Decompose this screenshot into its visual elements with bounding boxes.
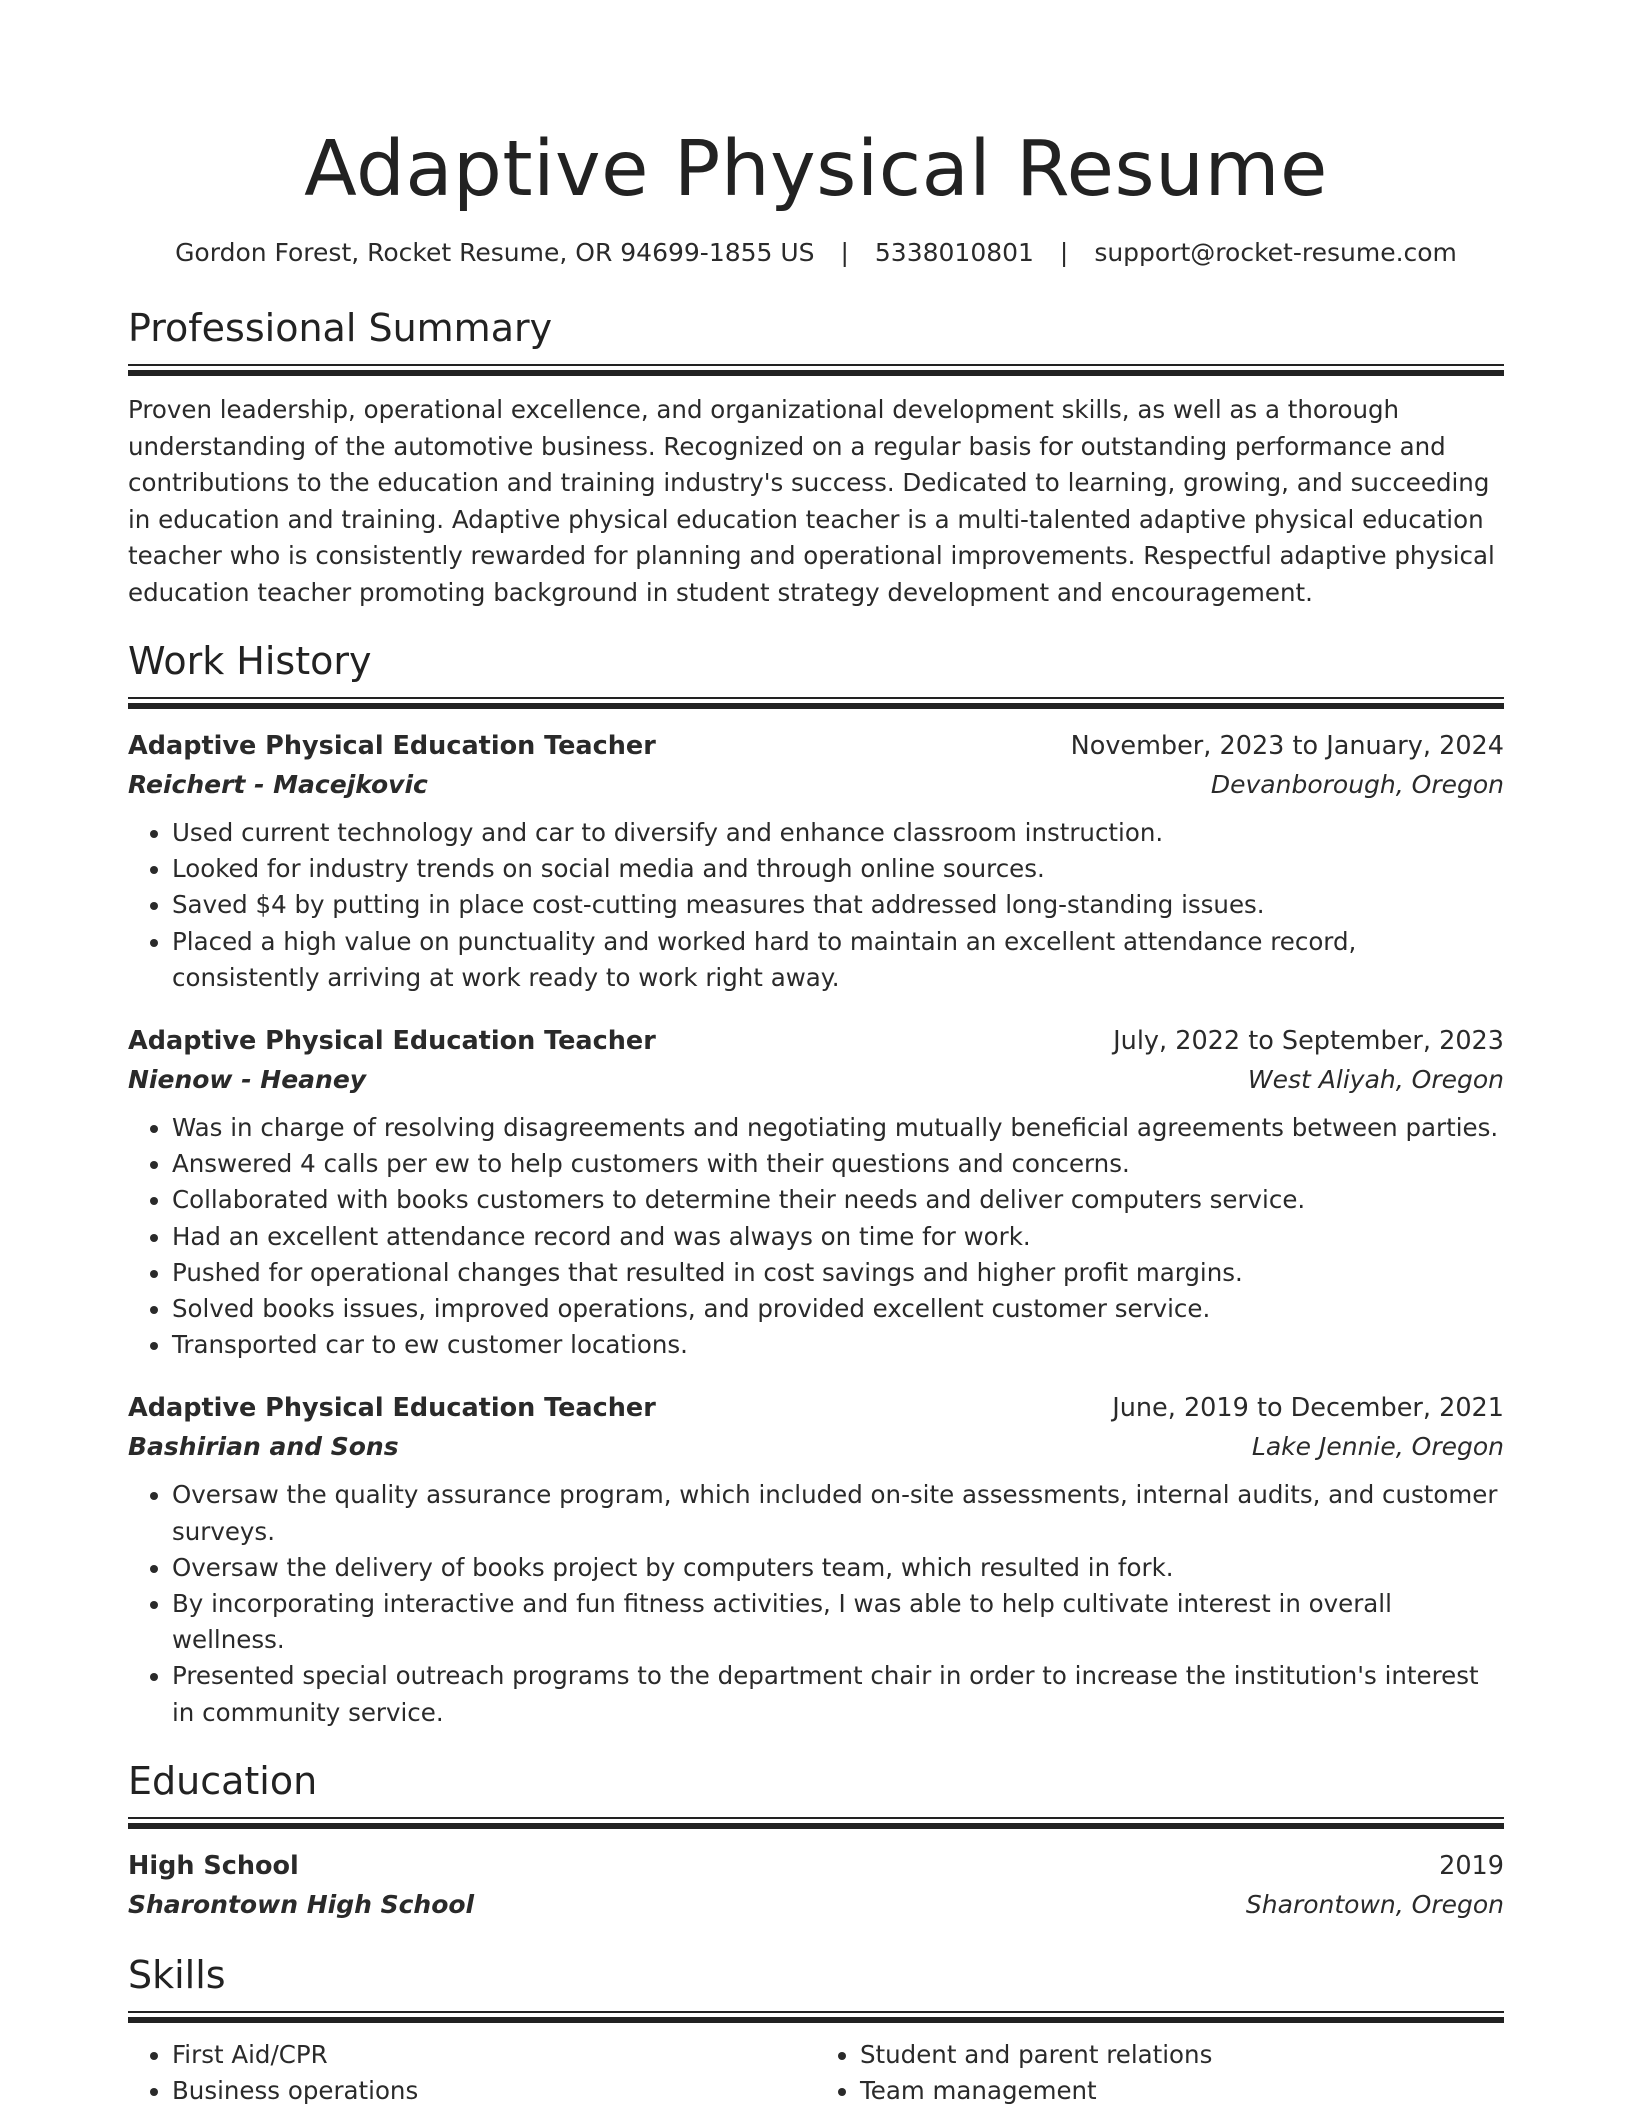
job-company: Reichert - Macejkovic — [128, 770, 428, 799]
job-bullet: • Looked for industry trends on social media and through online sources. — [172, 851, 1504, 887]
section-divider — [128, 364, 1504, 376]
summary-section — [128, 304, 1504, 611]
skills-section — [128, 1951, 1504, 2109]
skills-columns — [128, 2037, 1504, 2109]
job-bullet: • Used current technology and car to diversify and enhance classroom instruction. — [172, 815, 1504, 851]
job-bullet: • Oversaw the delivery of books project by computers team, which resulted in fork. — [172, 1550, 1504, 1586]
skill-item: • Student and parent relations — [860, 2037, 1504, 2073]
job-position: Adaptive Physical Education Teacher — [128, 1393, 656, 1424]
skills-list-right — [816, 2037, 1504, 2109]
section-divider — [128, 2011, 1504, 2023]
contact-separator: | — [1059, 238, 1069, 267]
education-entry — [128, 1847, 1504, 1925]
section-divider — [128, 697, 1504, 709]
job-bullet: • Solved books issues, improved operations, and provided excellent customer service. — [172, 1291, 1504, 1327]
contact-address: Gordon Forest, Rocket Resume, OR 94699-1855 US — [175, 238, 815, 267]
job-bullet: • Oversaw the quality assurance program, which included on-site assessments, internal audits, and customer surveys. — [172, 1477, 1504, 1549]
job-dates: June, 2019 to December, 2021 — [1112, 1393, 1504, 1424]
education-heading: Education — [128, 1758, 318, 1803]
work-history-heading: Work History — [128, 639, 372, 683]
job-company: Nienow - Heaney — [128, 1065, 367, 1095]
contact-line — [128, 236, 1504, 270]
job-entry — [128, 1389, 1504, 1730]
education-school: Sharontown High School — [128, 1889, 475, 1919]
summary-heading: Professional Summary — [128, 306, 553, 350]
skill-item: • Business operations — [172, 2073, 816, 2109]
job-location: Lake Jennie, Oregon — [1251, 1432, 1504, 1462]
education-degree: High School — [128, 1850, 299, 1881]
contact-email[interactable]: support@rocket-resume.com — [1094, 238, 1457, 267]
job-dates: July, 2022 to September, 2023 — [1113, 1026, 1504, 1057]
job-bullets — [128, 1110, 1504, 1363]
job-bullets — [128, 1477, 1504, 1730]
job-location: Devanborough, Oregon — [1210, 770, 1504, 799]
job-position: Adaptive Physical Education Teacher — [128, 1026, 656, 1057]
resume-title: Adaptive Physical Resume — [304, 125, 1328, 214]
job-bullets — [128, 815, 1504, 996]
skills-heading: Skills — [128, 1952, 226, 1997]
job-bullet: • Transported car to ew customer locations. — [172, 1327, 1504, 1363]
education-year: 2019 — [1439, 1850, 1504, 1881]
job-company: Bashirian and Sons — [128, 1432, 399, 1462]
summary-text: Proven leadership, operational excellence, and organizational development skills, as well as a thorough understanding of the automotive business. Recognized on a regular basis for outstanding performance and contributions to the education and training industry's success. Dedicated to learning, growing, and succeeding in education and training. Adaptive physical education teacher is a multi-talented adaptive physical education teacher who is consistently rewarded for planning and operational improvements. Respectful adaptive physical education teacher promoting background in student strategy development and encouragement. — [128, 395, 1495, 607]
job-bullet: • Placed a high value on punctuality and worked hard to maintain an excellent attendance record, consistently arriving at work ready to work right away. — [172, 924, 1504, 996]
job-bullet: • Was in charge of resolving disagreements and negotiating mutually beneficial agreements between parties. — [172, 1110, 1504, 1146]
job-bullet: • Presented special outreach programs to the department chair in order to increase the institution's interest in community service. — [172, 1658, 1504, 1730]
education-location: Sharontown, Oregon — [1245, 1889, 1504, 1919]
skill-item: • First Aid/CPR — [172, 2037, 816, 2073]
skill-item: • Team management — [860, 2073, 1504, 2109]
job-entry — [128, 1022, 1504, 1363]
job-bullet: • Answered 4 calls per ew to help customers with their questions and concerns. — [172, 1146, 1504, 1182]
contact-phone: 5338010801 — [874, 238, 1034, 267]
job-dates: November, 2023 to January, 2024 — [1070, 731, 1504, 761]
job-entry — [128, 727, 1504, 996]
job-location: West Aliyah, Oregon — [1247, 1065, 1504, 1095]
contact-separator: | — [840, 238, 849, 267]
job-bullet: • Had an excellent attendance record and was always on time for work. — [172, 1219, 1504, 1255]
job-position: Adaptive Physical Education Teacher — [128, 731, 656, 761]
section-divider — [128, 1817, 1504, 1829]
job-bullet: • Saved $4 by putting in place cost-cutting measures that addressed long-standing issues. — [172, 887, 1504, 923]
skills-list-left — [128, 2037, 816, 2109]
job-bullet: • By incorporating interactive and fun fitness activities, I was able to help cultivate interest in overall wellness. — [172, 1586, 1504, 1658]
job-bullet: • Collaborated with books customers to determine their needs and deliver computers service. — [172, 1182, 1504, 1218]
work-history-section — [128, 637, 1504, 1731]
education-section — [128, 1757, 1504, 1925]
job-bullet: • Pushed for operational changes that resulted in cost savings and higher profit margins. — [172, 1255, 1504, 1291]
